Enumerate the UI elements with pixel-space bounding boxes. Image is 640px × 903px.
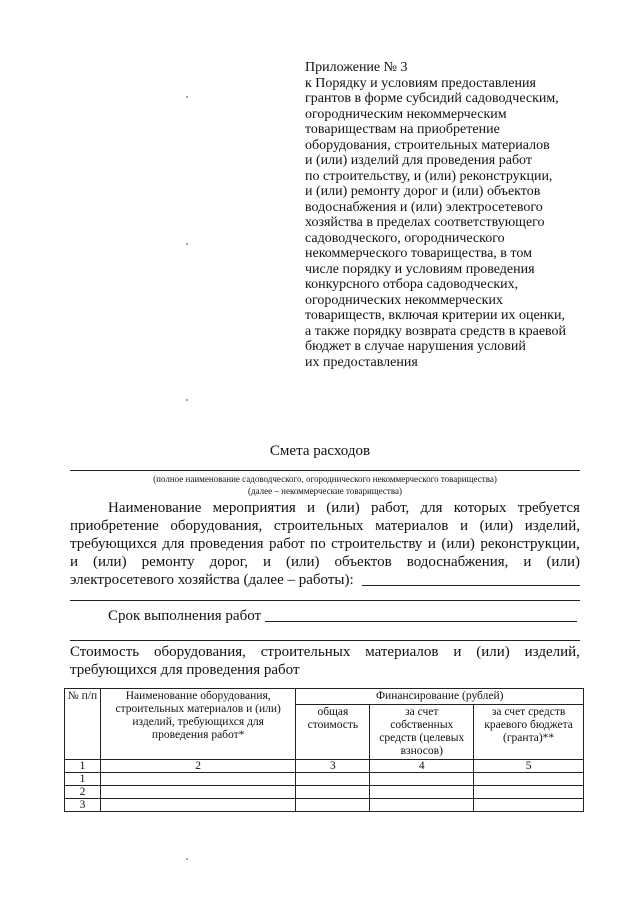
appendix-line: садоводческого, огороднического xyxy=(305,230,505,246)
column-number: 3 xyxy=(296,760,370,773)
word: оборудования, xyxy=(170,518,263,534)
cost-line-2 xyxy=(70,661,580,679)
appendix-line: водоснабжения и (или) электросетевого xyxy=(305,199,543,215)
word: дорог, xyxy=(209,554,248,570)
row-number: 2 xyxy=(65,786,101,799)
word: строительных xyxy=(273,518,364,534)
row-number: 3 xyxy=(65,799,101,812)
scan-speck xyxy=(186,858,188,860)
item-name-cell[interactable] xyxy=(100,799,296,812)
budget-funds-cell[interactable] xyxy=(474,773,584,786)
appendix-line: их предоставления xyxy=(305,354,418,370)
works-continuation-line[interactable] xyxy=(70,600,580,601)
word: Стоимость xyxy=(70,644,140,660)
partnership-abbrev-caption: (далее – некоммерческие товарищества) xyxy=(248,486,402,496)
word: (или) xyxy=(93,554,127,570)
appendix-line: товариществ, включая критерии их оценки, xyxy=(305,308,565,323)
appendix-line: огородническим некоммерческим xyxy=(305,106,507,122)
word: (или) xyxy=(476,644,510,660)
appendix-line: и (или) ремонту дорог и (или) объектов xyxy=(305,184,541,199)
deadline-label: Срок выполнения работ xyxy=(108,608,262,624)
word: и xyxy=(523,554,532,570)
word: работ xyxy=(269,536,305,552)
works-line-1 xyxy=(70,499,580,517)
deadline-fill-line[interactable] xyxy=(265,607,577,622)
word: и xyxy=(70,554,79,570)
scan-speck xyxy=(186,96,188,98)
word: и xyxy=(306,500,316,516)
header-item-name: Наименование оборудования, строительных материалов и (или) изделий, требующихся для проведения работ* xyxy=(100,689,296,760)
word: ремонту xyxy=(141,554,195,570)
header-own-funds: за счет собственных средств (целевых взносов) xyxy=(370,705,474,760)
cost-line-2-text: требующихся для проведения работ xyxy=(70,662,300,678)
header-number: № п/п xyxy=(65,689,101,760)
works-line-5 xyxy=(70,571,580,589)
word: объектов xyxy=(334,554,392,570)
appendix-line: бюджет в случае нарушения условий xyxy=(305,339,526,354)
appendix-line: а также порядку возврата средств в краевой xyxy=(305,323,567,339)
appendix-line: и (или) изделий для проведения работ xyxy=(305,153,532,168)
own-funds-cell[interactable] xyxy=(370,773,474,786)
works-line-3 xyxy=(70,535,580,553)
cost-table xyxy=(64,688,584,812)
document-title: Смета расходов xyxy=(269,443,371,459)
word: изделий, xyxy=(524,644,580,660)
column-number: 2 xyxy=(100,760,296,773)
appendix-line: хозяйства в пределах соответствующего xyxy=(305,215,545,230)
word: (или) xyxy=(546,554,580,570)
own-funds-cell[interactable] xyxy=(370,799,474,812)
word: по xyxy=(310,536,326,552)
cost-paragraph xyxy=(70,643,580,679)
deadline-row xyxy=(108,607,580,625)
word: приобретение xyxy=(70,518,159,534)
word: и xyxy=(459,518,468,534)
word: строительству xyxy=(331,536,423,552)
total-cost-cell[interactable] xyxy=(296,773,370,786)
word: (или) xyxy=(285,554,320,570)
total-cost-cell[interactable] xyxy=(296,786,370,799)
word: и xyxy=(427,536,436,552)
header-financing: Финансирование (рублей) xyxy=(296,689,584,705)
budget-funds-cell[interactable] xyxy=(474,786,584,799)
budget-funds-cell[interactable] xyxy=(474,799,584,812)
word: требующихся xyxy=(70,536,157,552)
word: Наименование xyxy=(108,500,202,516)
total-cost-cell[interactable] xyxy=(296,799,370,812)
table-row xyxy=(65,786,584,799)
works-line-2 xyxy=(70,517,580,535)
appendix-line: оборудования, строительных материалов xyxy=(305,137,550,153)
header-budget-funds: за счет средств краевого бюджета (гранта)** xyxy=(474,705,584,760)
word: проведения xyxy=(189,536,264,552)
column-number: 5 xyxy=(474,760,584,773)
partnership-name-caption: (полное наименование садоводческого, огороднического некоммерческого товарищества) xyxy=(153,474,497,484)
cost-line-1 xyxy=(70,643,580,661)
works-line-4 xyxy=(70,553,580,571)
column-number: 1 xyxy=(65,760,101,773)
table-row xyxy=(65,799,584,812)
appendix-header xyxy=(305,60,605,370)
word: и xyxy=(262,554,271,570)
word: для xyxy=(162,536,185,552)
deadline-continuation-line[interactable] xyxy=(70,640,580,641)
word: (или) xyxy=(326,500,360,516)
header-total-cost: общая стоимость xyxy=(296,705,370,760)
word: (или) xyxy=(479,518,514,534)
row-number: 1 xyxy=(65,773,101,786)
word: требуется xyxy=(517,500,580,516)
word: материалов xyxy=(365,644,439,660)
works-fill-line[interactable] xyxy=(362,571,580,586)
word: строительных xyxy=(260,644,351,660)
appendix-line: к Порядку и условиям предоставления xyxy=(305,75,536,91)
word: (или) xyxy=(441,536,475,552)
item-name-cell[interactable] xyxy=(100,773,296,786)
scan-speck xyxy=(186,399,188,401)
appendix-line: Приложение № 3 xyxy=(305,60,408,75)
word: материалов xyxy=(375,518,449,534)
appendix-line: числе порядку и условиям проведения xyxy=(305,261,535,277)
word: мероприятия xyxy=(212,500,296,516)
appendix-line: некоммерческого товарищества, в том xyxy=(305,246,532,261)
works-paragraph xyxy=(70,499,580,589)
appendix-line: товариществам на приобретение xyxy=(305,122,500,137)
table-row xyxy=(65,773,584,786)
own-funds-cell[interactable] xyxy=(370,786,474,799)
appendix-line: грантов в форме субсидий садоводческим, xyxy=(305,91,559,106)
word: для xyxy=(420,500,443,516)
works-line-5-text: электросетевого хозяйства (далее – работы): xyxy=(70,572,354,588)
word: которых xyxy=(453,500,507,516)
word: работ, xyxy=(370,500,410,516)
scan-speck xyxy=(186,243,188,245)
partnership-name-line xyxy=(70,470,580,471)
appendix-line: огороднических некоммерческих xyxy=(305,292,503,308)
appendix-line: по строительству, и (или) реконструкции, xyxy=(305,168,553,184)
word: водоснабжения, xyxy=(406,554,509,570)
word: и xyxy=(453,644,462,660)
word: оборудования, xyxy=(154,644,246,660)
word: изделий, xyxy=(524,518,580,534)
appendix-line: конкурсного отбора садоводческих, xyxy=(305,277,519,292)
word: реконструкции, xyxy=(480,536,580,552)
column-number: 4 xyxy=(370,760,474,773)
item-name-cell[interactable] xyxy=(100,786,296,799)
